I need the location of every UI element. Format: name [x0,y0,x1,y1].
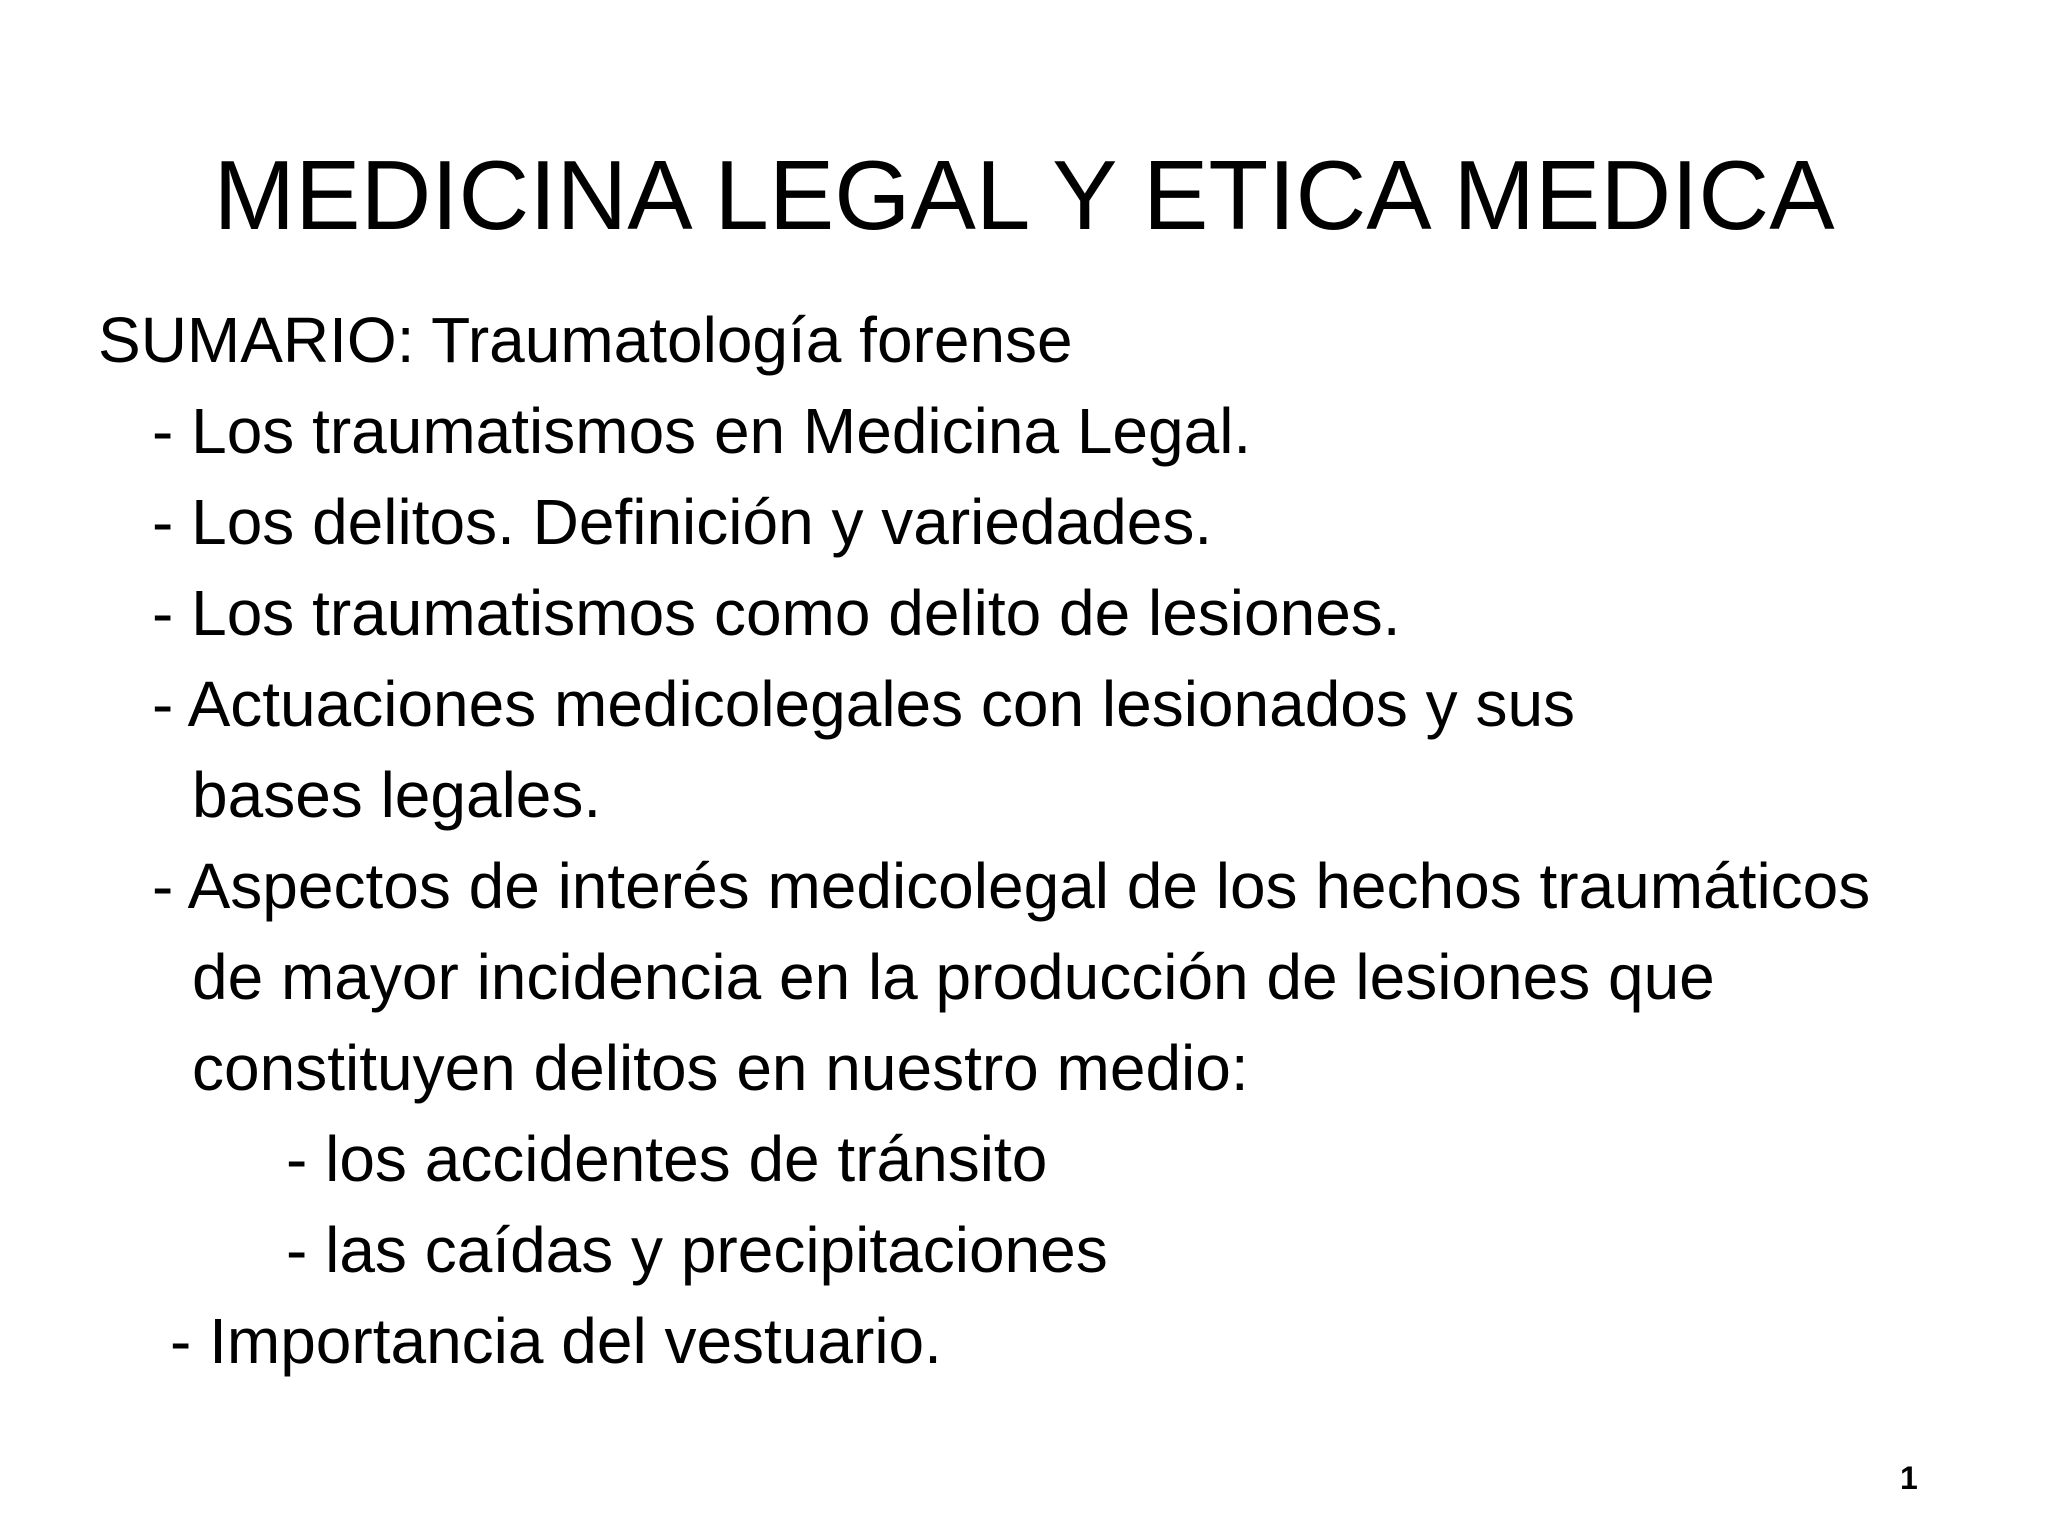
summary-item-aspectos-cont-2: constituyen delitos en nuestro medio: [192,1032,1249,1104]
summary-item-lesiones: - Los traumatismos como delito de lesiones. [152,577,1401,649]
summary-item-traumatismos: - Los traumatismos en Medicina Legal. [152,395,1252,467]
page-number: 1 [1900,1460,1918,1496]
summary-item-aspectos: - Aspectos de interés medicolegal de los hechos traumáticos [152,850,1871,922]
summary-subitem-caidas: - las caídas y precipitaciones [286,1214,1108,1286]
summary-item-vestuario: - Importancia del vestuario. [170,1305,942,1377]
summary-item-actuaciones: - Actuaciones medicolegales con lesionados y sus [152,668,1576,740]
summary-item-actuaciones-cont: bases legales. [192,759,602,831]
summary-item-delitos: - Los delitos. Definición y variedades. [152,486,1213,558]
summary-heading: SUMARIO: Traumatología forense [98,304,1073,376]
summary-item-aspectos-cont-1: de mayor incidencia en la producción de lesiones que [192,941,1715,1013]
summary-subitem-transito: - los accidentes de tránsito [286,1123,1048,1195]
slide-title: MEDICINA LEGAL Y ETICA MEDICA [213,140,1835,250]
